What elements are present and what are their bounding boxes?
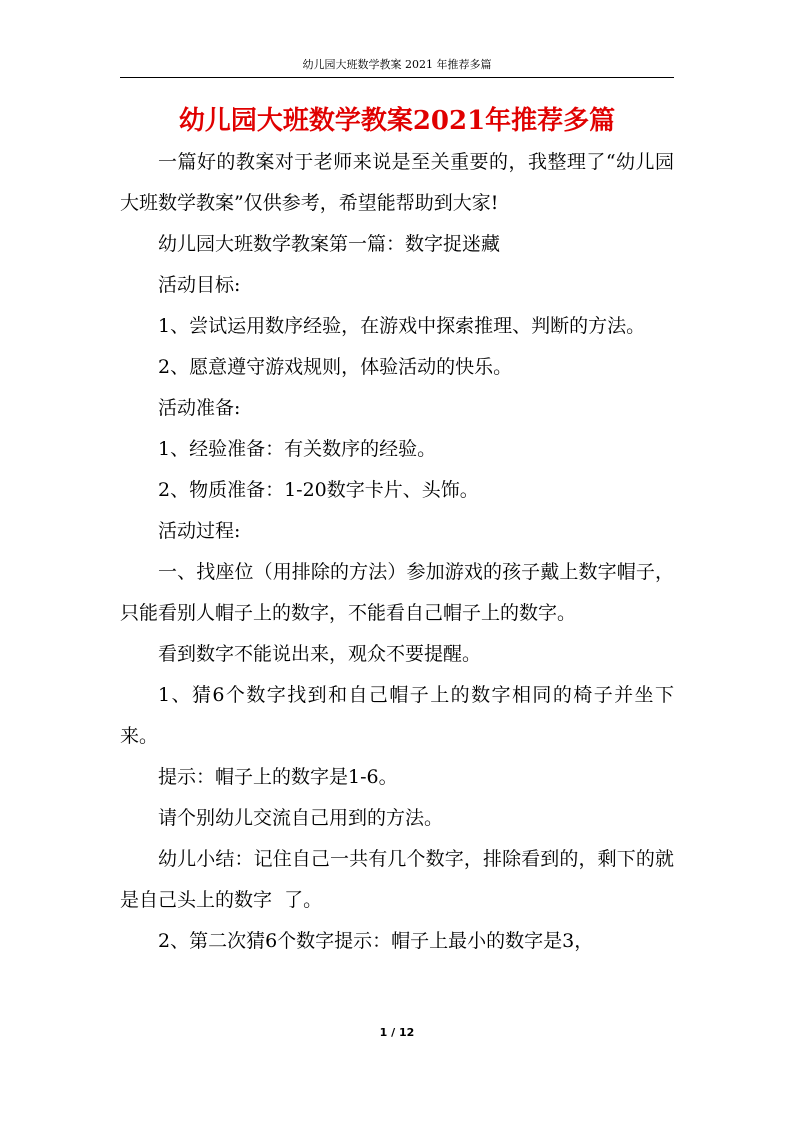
paragraph-summary: 幼儿小结：记住自己一共有几个数字，排除看到的，剩下的就是自己头上的数字 了。 (120, 848, 674, 911)
paragraph-lesson-heading: 幼儿园大班数学教案第一篇：数字捉迷藏 (158, 233, 501, 255)
running-header: 幼儿园大班数学教案 2021 年推荐多篇 (302, 58, 492, 71)
paragraph-intro: 一篇好的教案对于老师来说是至关重要的，我整理了“幼儿园大班数学教案”仅供参考，希望能帮助到大家! (120, 151, 674, 214)
paragraph-share-method: 请个别幼儿交流自己用到的方法。 (158, 807, 444, 829)
paragraph-hint: 提示：帽子上的数字是1-6。 (158, 766, 398, 788)
paragraph-preparation-label: 活动准备: (158, 397, 241, 419)
paragraph-second-guess: 2、第二次猜6个数字提示：帽子上最小的数字是3， (158, 930, 594, 952)
page-number: 1 / 12 (379, 1026, 415, 1039)
paragraph-objective-1: 1、尝试运用数序经验，在游戏中探索推理、判断的方法。 (158, 315, 646, 337)
document-title: 幼儿园大班数学教案2021年推荐多篇 (178, 106, 616, 136)
document-body (120, 142, 674, 962)
header-divider (120, 77, 674, 78)
paragraph-guess-six: 1、猜6个数字找到和自己帽子上的数字相同的椅子并坐下来。 (120, 684, 674, 747)
paragraph-no-telling: 看到数字不能说出来，观众不要提醒。 (158, 643, 482, 665)
paragraph-process-step-1: 一、找座位（用排除的方法）参加游戏的孩子戴上数字帽子，只能看别人帽子上的数字，不能看自己帽子上的数字。 (120, 561, 674, 624)
paragraph-process-label: 活动过程: (158, 520, 241, 542)
paragraph-preparation-2: 2、物质准备：1-20数字卡片、头饰。 (158, 479, 479, 501)
paragraph-objectives-label: 活动目标: (158, 274, 241, 296)
paragraph-preparation-1: 1、经验准备：有关数序的经验。 (158, 438, 437, 460)
paragraph-objective-2: 2、愿意遵守游戏规则，体验活动的快乐。 (158, 356, 513, 378)
